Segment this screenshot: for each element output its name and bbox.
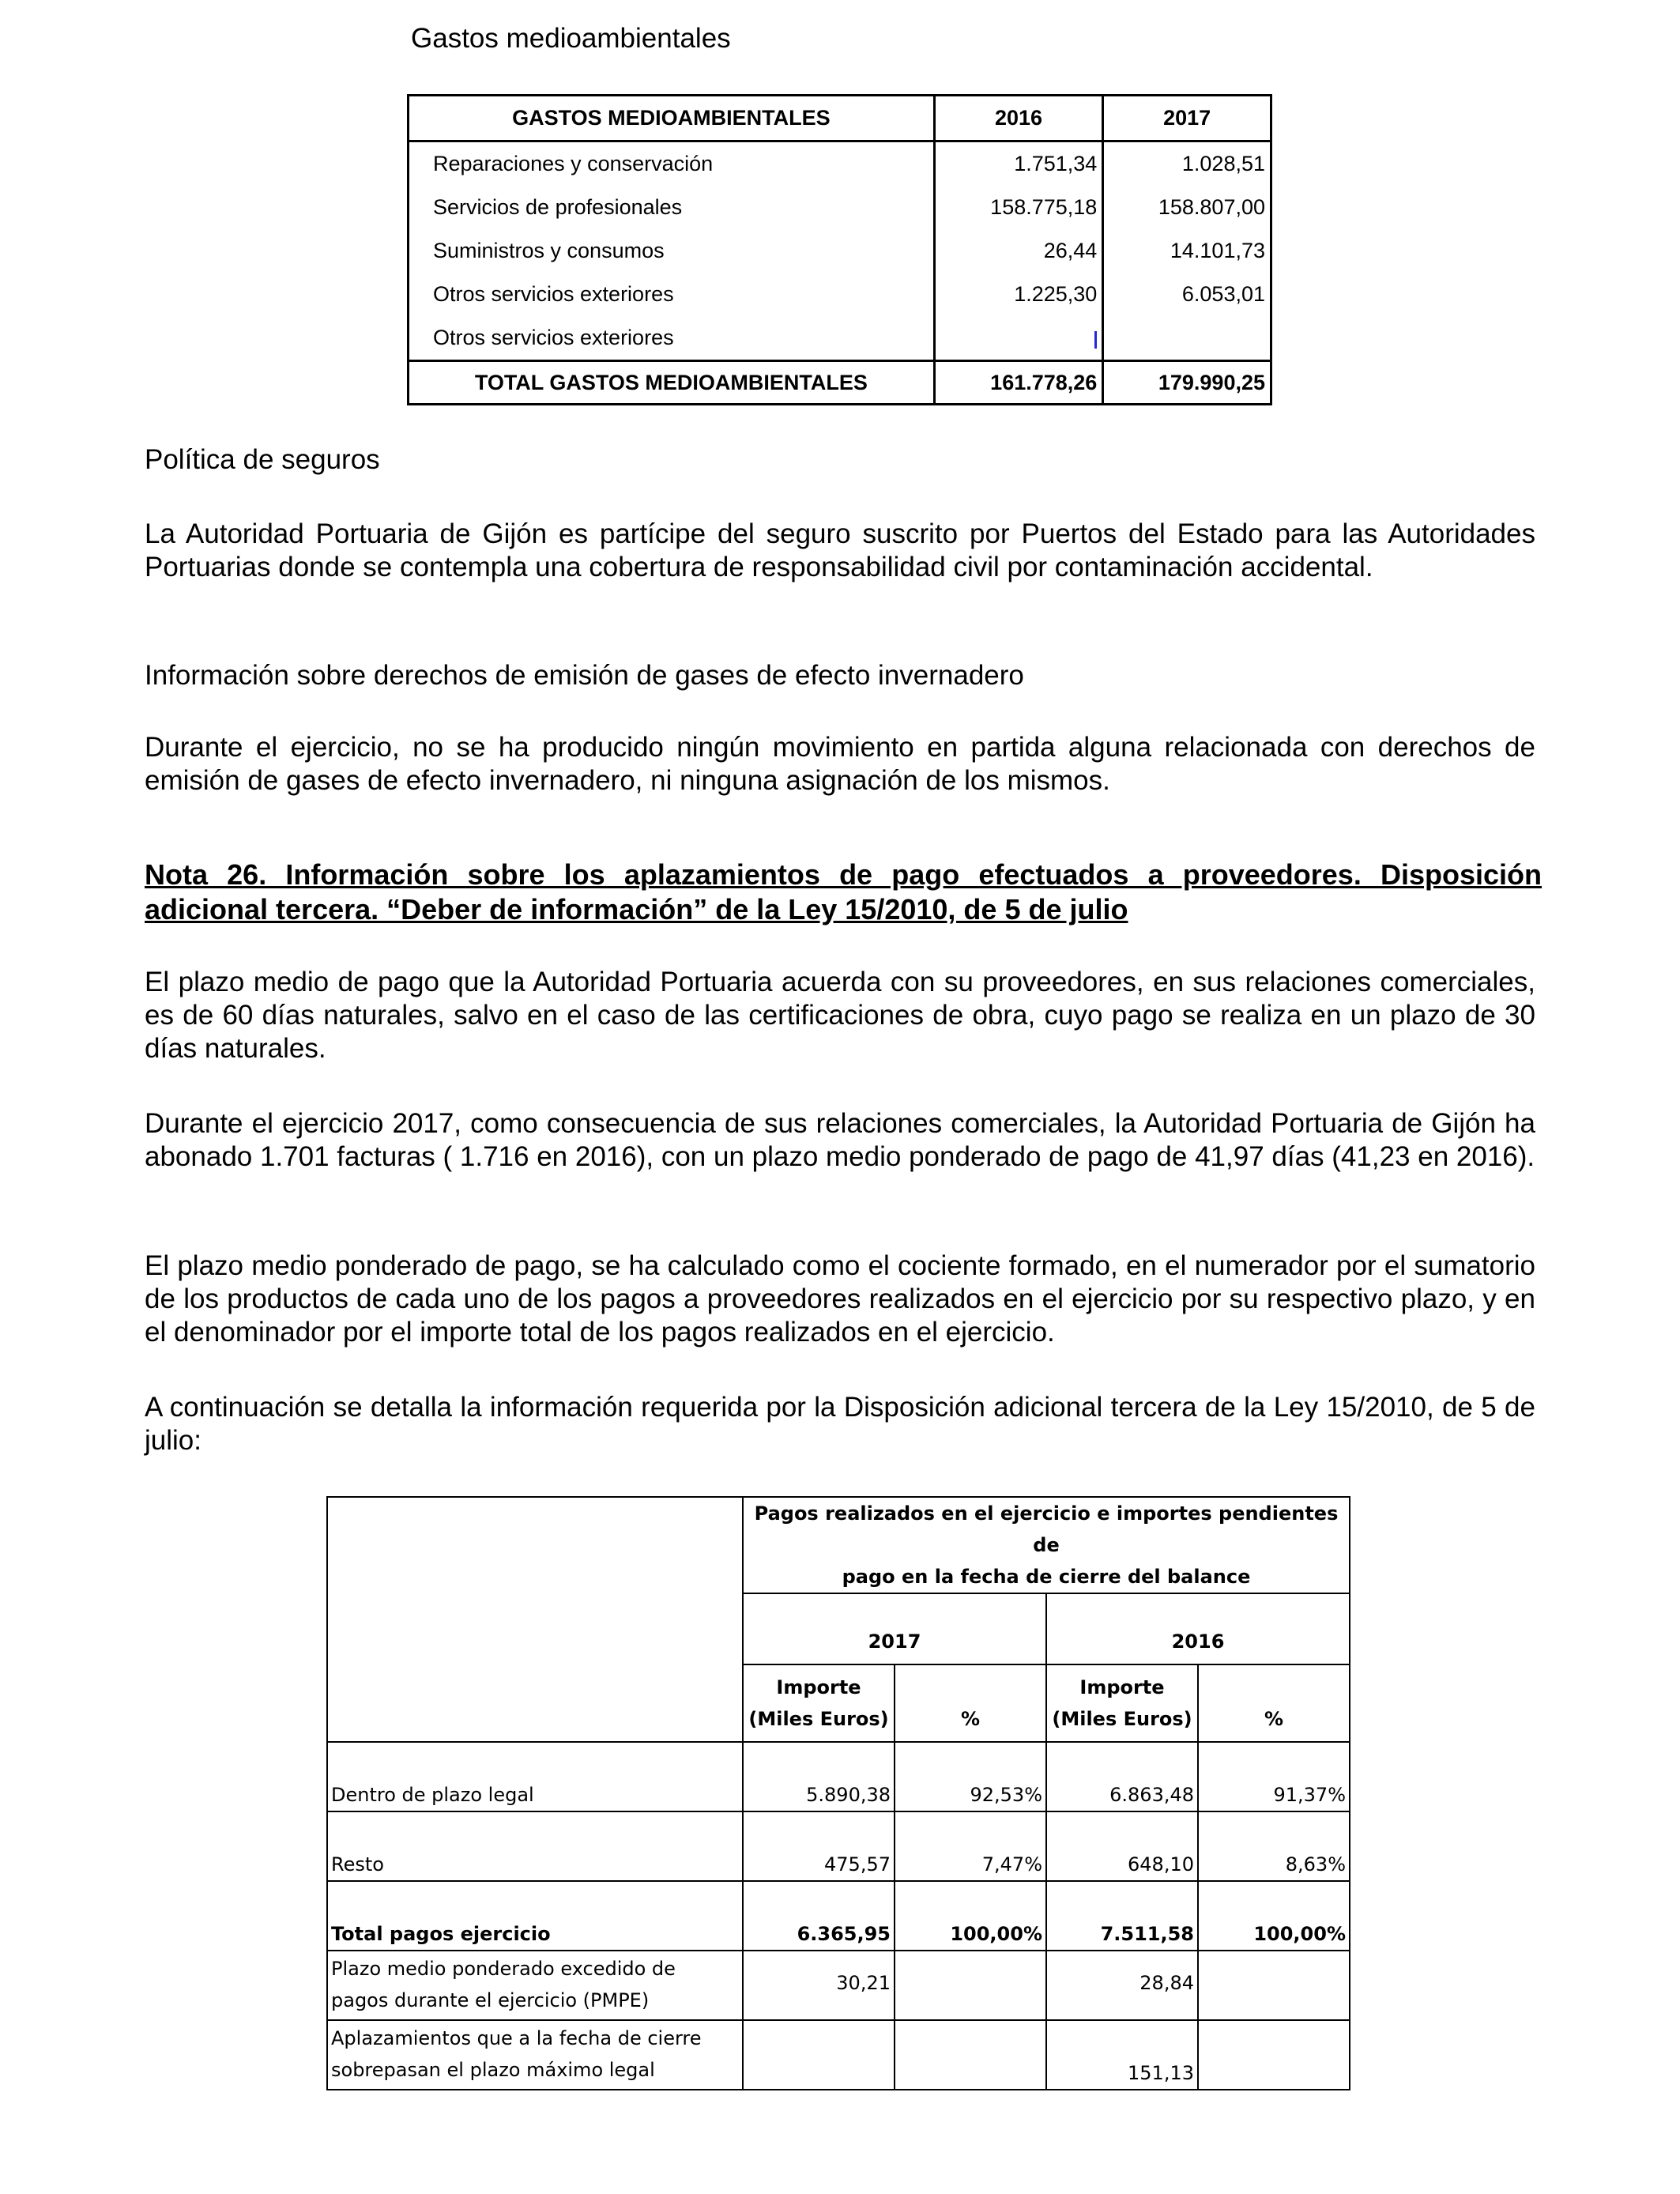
section-heading-emisiones: Información sobre derechos de emisión de gases de efecto invernadero <box>145 660 1024 691</box>
table-row <box>409 141 1271 187</box>
paragraph-disposicion: A continuación se detalla la información requerida por la Disposición adicional tercera de la Ley 15/2010, de 5 de julio: <box>145 1392 1535 1456</box>
payments-table-title: Pagos realizados en el ejercicio e importes pendientes de pago en la fecha de cierre del balance <box>743 1497 1350 1593</box>
importe-2016: 648,10 <box>1046 1811 1198 1881</box>
table-row <box>327 1811 1350 1881</box>
percent-header-2016: % <box>1198 1664 1350 1742</box>
importe-2017: 475,57 <box>743 1811 895 1881</box>
aplaz-2016: 151,13 <box>1046 2020 1198 2090</box>
paragraph-emisiones: Durante el ejercicio, no se ha producido ningún movimiento en partida alguna relacionada con derechos de emisión de gases de efecto invernadero, ni ninguna asignación de los mismos. <box>145 732 1535 796</box>
empty-cell <box>895 2020 1046 2090</box>
paragraph-calculo: El plazo medio ponderado de pago, se ha calculado como el cociente formado, en el numerador por el sumatorio de los productos de cada uno de los pagos a proveedores realizados en el ejercicio por su respectivo plazo, y en el denominador por el importe total de los pagos realizados en el ejercicio. <box>145 1250 1535 1348</box>
total-row <box>409 361 1271 405</box>
nota-26-title: Nota 26. Información sobre los aplazamientos de pago efectuados a proveedores. Disposición adicional tercera. “Deber de información” de la Ley 15/2010, de 5 de julio <box>145 858 1542 925</box>
row-label: Otros servicios exteriores <box>409 316 935 361</box>
aplaz-2017 <box>743 2020 895 2090</box>
table-row <box>409 273 1271 316</box>
value-2017: 158.807,00 <box>1103 186 1271 229</box>
pmpe-2017: 30,21 <box>743 1951 895 2020</box>
column-header-2016: 2016 <box>934 96 1103 141</box>
importe-2016: 7.511,58 <box>1046 1881 1198 1951</box>
importe-header-2017: Importe (Miles Euros) <box>743 1664 895 1742</box>
percent-2017: 100,00% <box>895 1881 1046 1951</box>
value-2017: 1.028,51 <box>1103 141 1271 187</box>
row-label: Dentro de plazo legal <box>327 1742 743 1811</box>
importe-2017: 6.365,95 <box>743 1881 895 1951</box>
value-2016 <box>934 316 1103 361</box>
percent-2017: 7,47% <box>895 1811 1046 1881</box>
empty-cell <box>895 1951 1046 2020</box>
row-label: Total pagos ejercicio <box>327 1881 743 1951</box>
column-header-2017: 2017 <box>1103 96 1271 141</box>
table-row <box>409 186 1271 229</box>
importe-2016: 6.863,48 <box>1046 1742 1198 1811</box>
percent-2016: 100,00% <box>1198 1881 1350 1951</box>
table-row <box>409 316 1271 361</box>
paragraph-plazo-medio: El plazo medio de pago que la Autoridad Portuaria acuerda con su proveedores, en sus relaciones comerciales, es de 60 días naturales, salvo en el caso de las certificaciones de obra, cuyo pago se realiza en un plazo de 30 días naturales. <box>145 967 1535 1064</box>
paragraph-seguros: La Autoridad Portuaria de Gijón es partícipe del seguro suscrito por Puertos del Estado para las Autoridades Portuarias donde se contempla una cobertura de responsabilidad civil por contaminación accidental. <box>145 518 1535 582</box>
environmental-expenses-table <box>407 94 1272 405</box>
value-2017: 6.053,01 <box>1103 273 1271 316</box>
pmpe-row <box>327 1951 1350 2020</box>
percent-header-2017: % <box>895 1664 1046 1742</box>
percent-2016: 91,37% <box>1198 1742 1350 1811</box>
total-2017: 179.990,25 <box>1103 361 1271 405</box>
value-2016: 158.775,18 <box>934 186 1103 229</box>
value-2017 <box>1103 316 1271 361</box>
empty-cell <box>1198 1951 1350 2020</box>
year-header-2017: 2017 <box>743 1593 1046 1664</box>
row-label: Suministros y consumos <box>409 229 935 273</box>
row-label: Servicios de profesionales <box>409 186 935 229</box>
section-heading-seguros: Política de seguros <box>145 444 380 475</box>
value-2016: 1.225,30 <box>934 273 1103 316</box>
cell-marker <box>1094 331 1097 349</box>
table-row <box>409 229 1271 273</box>
importe-header-2016: Importe (Miles Euros) <box>1046 1664 1198 1742</box>
importe-2017: 5.890,38 <box>743 1742 895 1811</box>
section-heading-gastos: Gastos medioambientales <box>411 23 731 54</box>
value-2016: 1.751,34 <box>934 141 1103 187</box>
total-2016: 161.778,26 <box>934 361 1103 405</box>
percent-2016: 8,63% <box>1198 1811 1350 1881</box>
year-header-2016: 2016 <box>1046 1593 1350 1664</box>
pmpe-2016: 28,84 <box>1046 1951 1198 2020</box>
row-label: Aplazamientos que a la fecha de cierre sobrepasan el plazo máximo legal <box>327 2020 743 2090</box>
row-label: Plazo medio ponderado excedido de pagos durante el ejercicio (PMPE) <box>327 1951 743 2020</box>
total-row <box>327 1881 1350 1951</box>
value-2017: 14.101,73 <box>1103 229 1271 273</box>
table-header-row <box>327 1497 1350 1593</box>
table-row <box>327 1742 1350 1811</box>
payments-table <box>326 1496 1350 2090</box>
percent-2017: 92,53% <box>895 1742 1046 1811</box>
empty-cell <box>1198 2020 1350 2090</box>
column-header-concept: GASTOS MEDIOAMBIENTALES <box>409 96 935 141</box>
value-2016: 26,44 <box>934 229 1103 273</box>
paragraph-facturas: Durante el ejercicio 2017, como consecuencia de sus relaciones comerciales, la Autoridad Portuaria de Gijón ha abonado 1.701 facturas ( 1.716 en 2016), con un plazo medio ponderado de pago de 41,97 días (41,23 en 2016). <box>145 1108 1535 1172</box>
empty-corner-cell <box>327 1497 743 1742</box>
row-label: Reparaciones y conservación <box>409 141 935 187</box>
total-label: TOTAL GASTOS MEDIOAMBIENTALES <box>409 361 935 405</box>
aplazamientos-row <box>327 2020 1350 2090</box>
table-header-row <box>409 96 1271 141</box>
row-label: Resto <box>327 1811 743 1881</box>
row-label: Otros servicios exteriores <box>409 273 935 316</box>
